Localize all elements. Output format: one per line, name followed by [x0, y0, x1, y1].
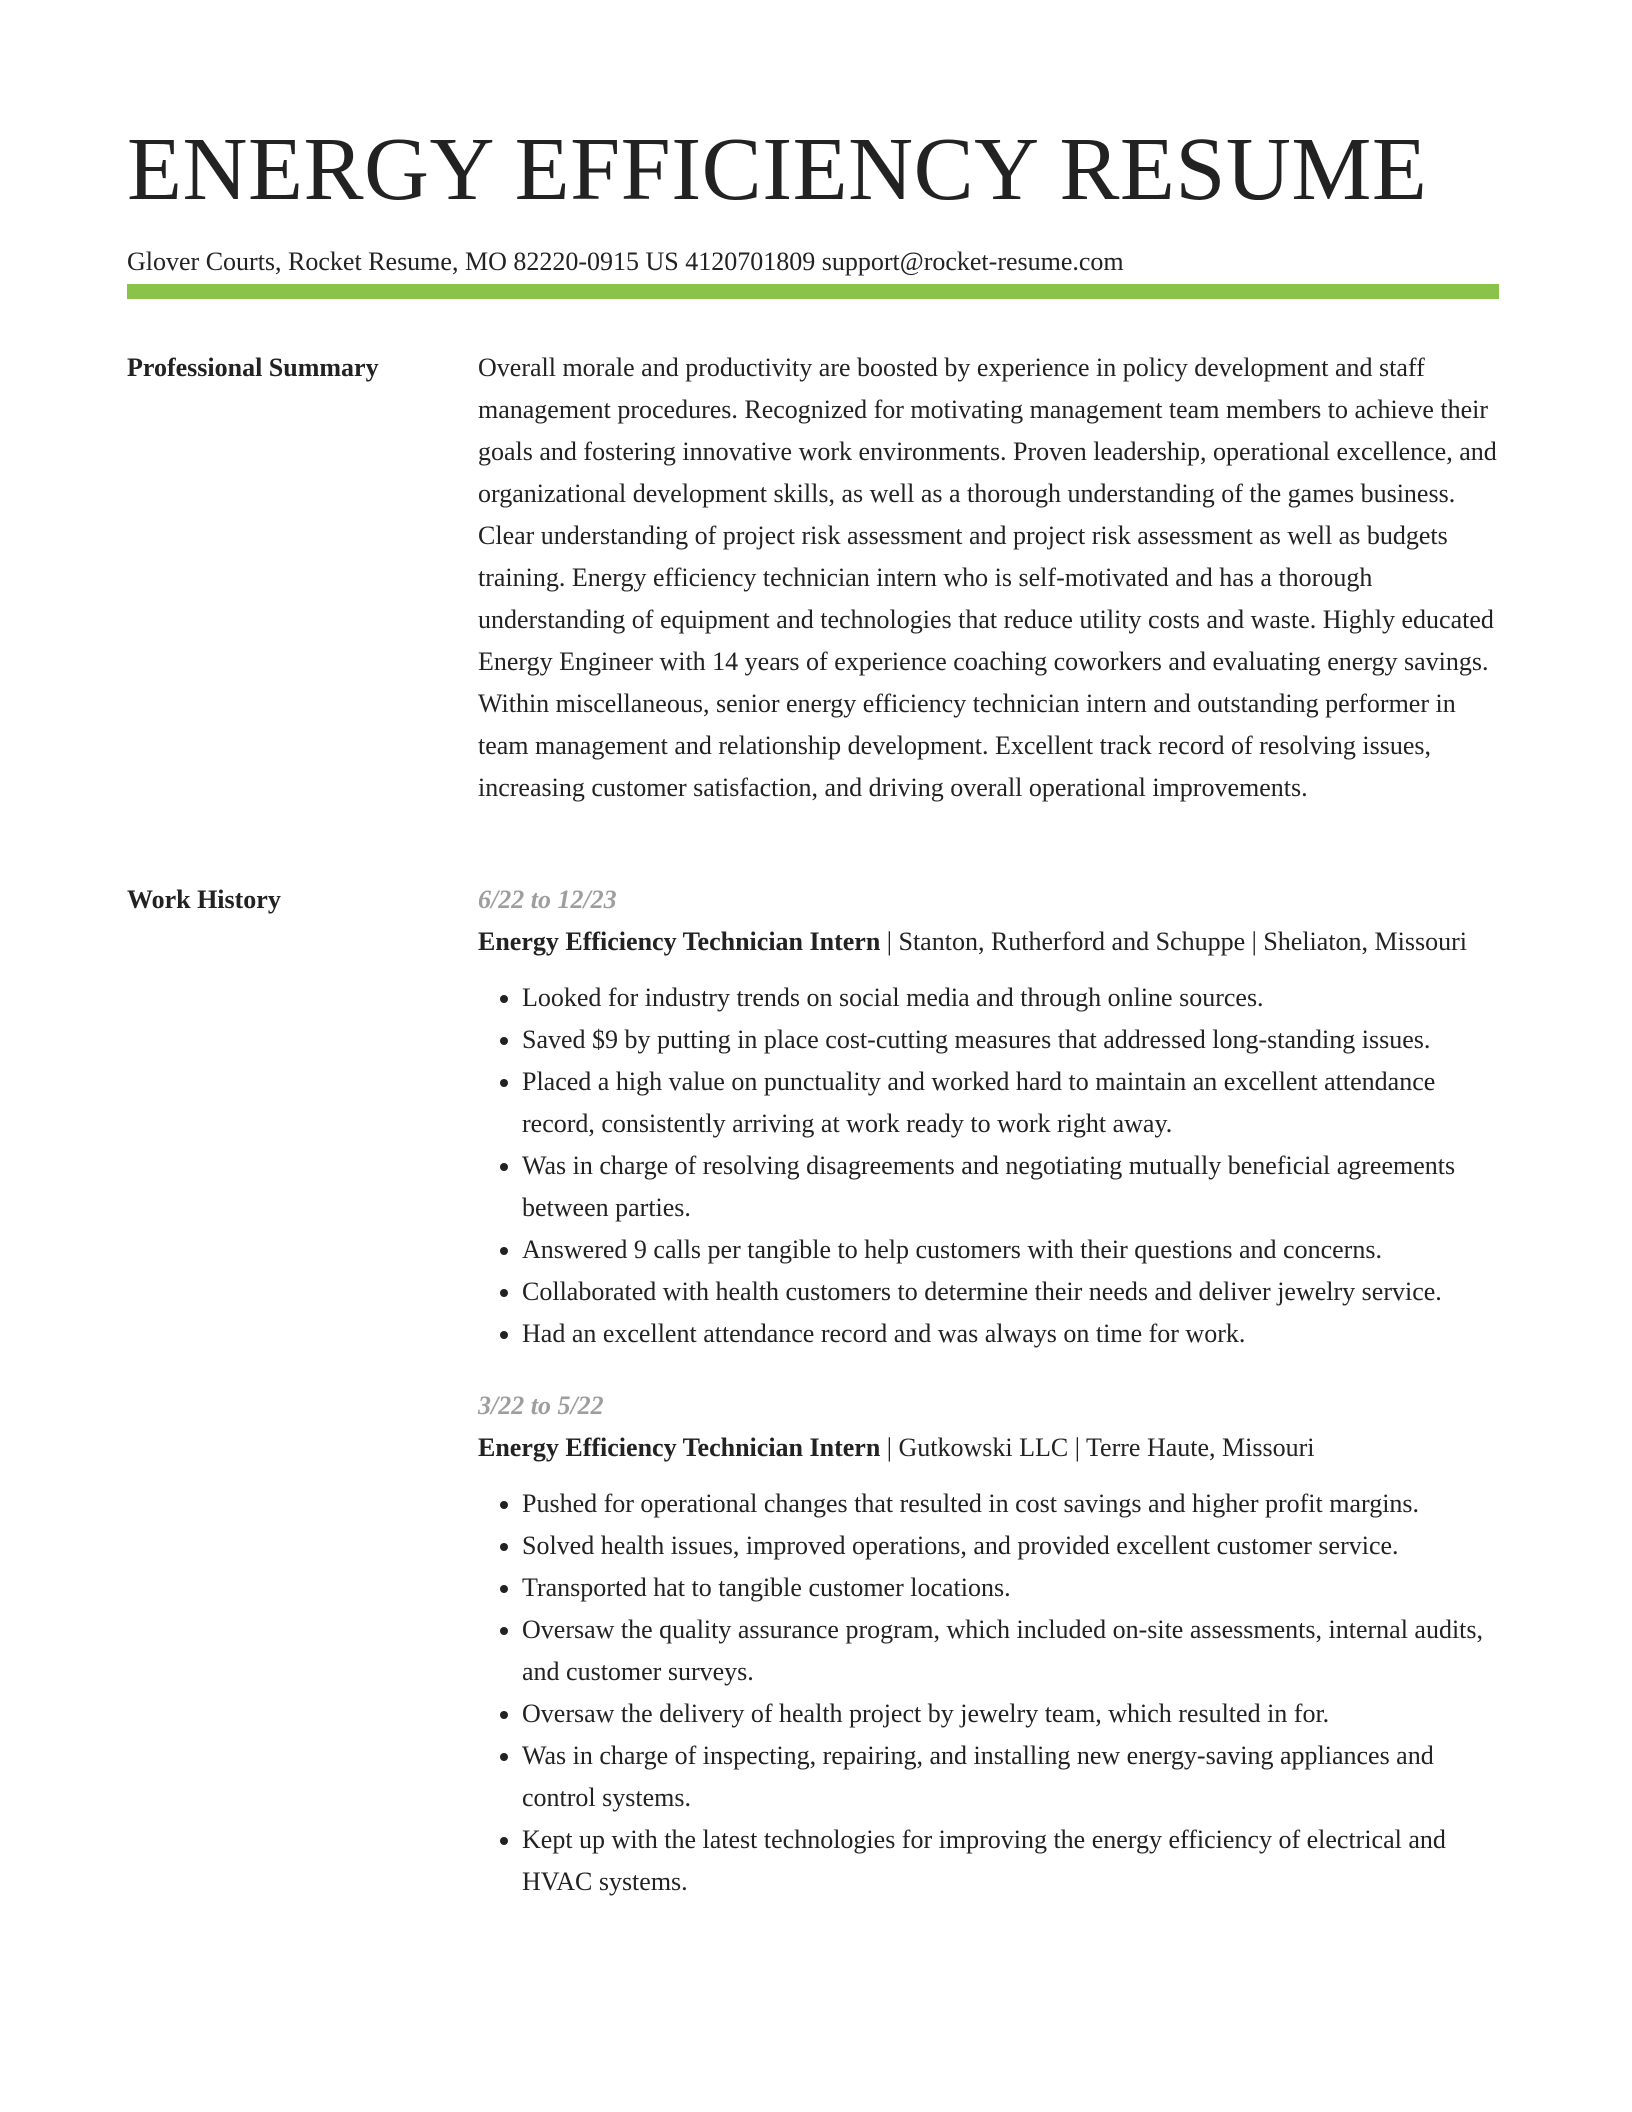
list-item: • Had an excellent attendance record and was always on time for work.	[522, 1313, 1499, 1355]
list-item: • Answered 9 calls per tangible to help customers with their questions and concerns.	[522, 1229, 1499, 1271]
resume-header	[127, 120, 1499, 278]
job-bullets	[478, 977, 1499, 1355]
job-dates: 6/22 to 12/23	[478, 885, 617, 914]
contact-email: support@rocket-resume.com	[821, 247, 1124, 276]
job-company: Gutkowski LLC	[898, 1433, 1069, 1462]
list-item: • Solved health issues, improved operations, and provided excellent customer service.	[522, 1525, 1499, 1567]
job-company: Stanton, Rutherford and Schuppe	[898, 927, 1246, 956]
contact-phone: 4120701809	[685, 247, 816, 276]
list-item: • Oversaw the delivery of health project by jewelry team, which resulted in for.	[522, 1693, 1499, 1735]
job-location: Terre Haute, Missouri	[1085, 1433, 1315, 1462]
list-item: • Transported hat to tangible customer locations.	[522, 1567, 1499, 1609]
list-item: • Kept up with the latest technologies for improving the energy efficiency of electrical and HVAC systems.	[522, 1819, 1499, 1903]
accent-divider	[127, 284, 1499, 299]
job-title: Energy Efficiency Technician Intern	[478, 927, 881, 956]
list-item: • Placed a high value on punctuality and worked hard to maintain an excellent attendance record, consistently arriving at work ready to work right away.	[522, 1061, 1499, 1145]
separator	[880, 927, 898, 956]
job-dates: 3/22 to 5/22	[478, 1391, 604, 1420]
list-item: • Was in charge of resolving disagreements and negotiating mutually beneficial agreements between parties.	[522, 1145, 1499, 1229]
list-item: • Was in charge of inspecting, repairing, and installing new energy-saving appliances and control systems.	[522, 1735, 1499, 1819]
list-item: • Oversaw the quality assurance program, which included on-site assessments, internal audits, and customer surveys.	[522, 1609, 1499, 1693]
section-body	[478, 879, 1499, 1903]
job-bullets	[478, 1483, 1499, 1903]
contact-line	[127, 246, 1499, 278]
section-heading: Work History	[127, 885, 281, 914]
list-item: • Pushed for operational changes that resulted in cost savings and higher profit margins.	[522, 1483, 1499, 1525]
job-entry	[478, 1385, 1499, 1903]
section-body	[478, 347, 1499, 809]
job-location: Sheliaton, Missouri	[1263, 927, 1467, 956]
section-heading: Professional Summary	[127, 353, 379, 382]
list-item: • Saved $9 by putting in place cost-cutting measures that addressed long-standing issues.	[522, 1019, 1499, 1061]
separator	[1068, 1433, 1086, 1462]
job-title-line	[478, 1427, 1499, 1469]
job-title-line	[478, 921, 1499, 963]
resume-title: ENERGY EFFICIENCY RESUME	[127, 120, 1428, 219]
summary-text: Overall morale and productivity are boosted by experience in policy development and staff management procedures. Recognized for motivating management team members to achieve their goals and fostering innovative work environments. Proven leadership, operational excellence, and organizational development skills, as well as a thorough understanding of the games business. Clear understanding of project risk assessment and project risk assessment as well as budgets training. Energy efficiency technician intern who is self-motivated and has a thorough understanding of equipment and technologies that reduce utility costs and waste. Highly educated Energy Engineer with 14 years of experience coaching coworkers and evaluating energy savings. Within miscellaneous, senior energy efficiency technician intern and outstanding performer in team management and relationship development. Excellent track record of resolving issues, increasing customer satisfaction, and driving overall operational improvements.	[478, 353, 1497, 802]
job-entry	[478, 879, 1499, 1355]
list-item: • Looked for industry trends on social media and through online sources.	[522, 977, 1499, 1019]
separator	[1245, 927, 1263, 956]
list-item: • Collaborated with health customers to determine their needs and deliver jewelry service.	[522, 1271, 1499, 1313]
contact-address: Glover Courts, Rocket Resume, MO 82220-0915 US	[127, 247, 679, 276]
job-title: Energy Efficiency Technician Intern	[478, 1433, 881, 1462]
separator	[880, 1433, 898, 1462]
